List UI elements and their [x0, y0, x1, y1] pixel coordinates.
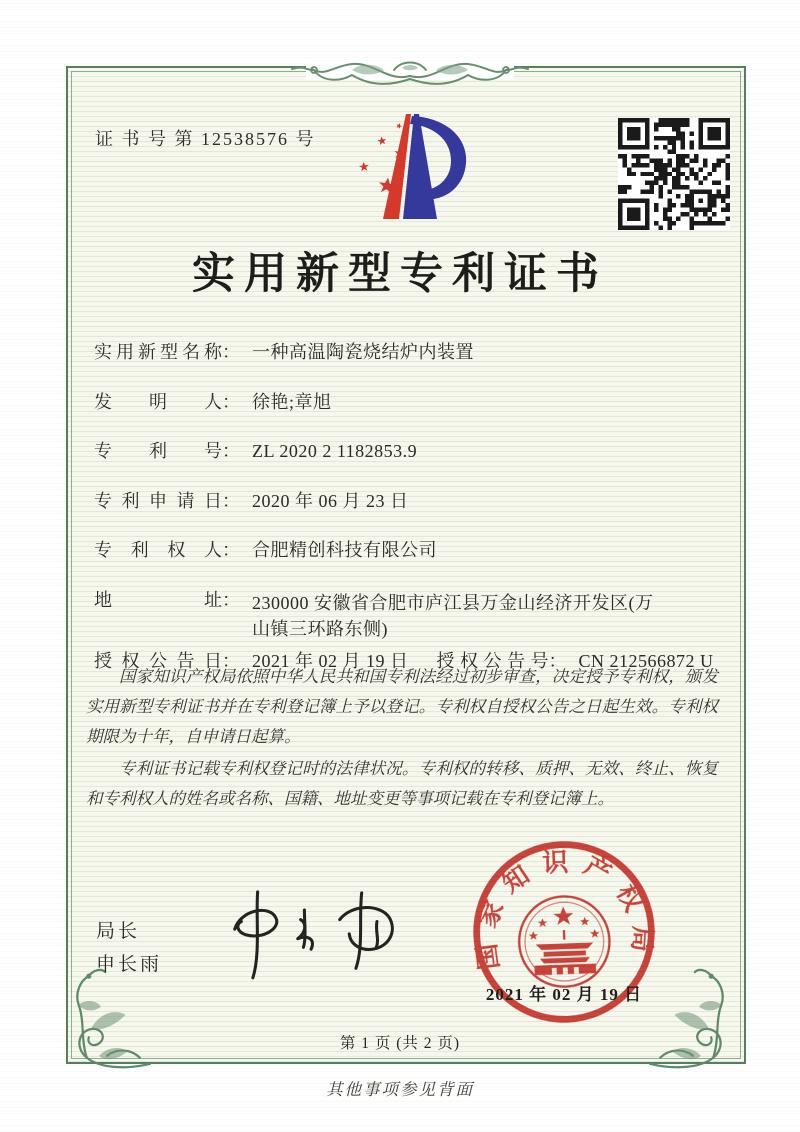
legal-paragraph-1: 国家知识产权局依照中华人民共和国专利法经过初步审查，决定授予专利权，颁发实用新型专利证书并在专利登记簿上予以登记。专利权自授权公告之日起生效。专利权期限为十年，自申请日起算。 — [86, 667, 718, 747]
certificate-fields — [94, 342, 744, 700]
back-side-note: 其他事项参见背面 — [326, 1080, 474, 1099]
legal-paragraphs — [86, 662, 718, 816]
seal-national-emblem — [518, 895, 611, 988]
field-row-inventor: 发明人： 徐艳;章旭 — [94, 391, 332, 412]
border-bottom-right-flourish-icon — [648, 968, 754, 1074]
page-number: 第 1 页 (共 2 页) — [339, 1035, 461, 1052]
qr-code — [618, 118, 730, 230]
signature-icon — [208, 878, 418, 986]
field-row-filing-date: 专利申请日： 2020 年 06 月 23 日 — [94, 490, 409, 511]
seal-date: 2021 年 02 月 19 日 — [485, 985, 643, 1004]
field-row-address: 地址： 230000 安徽省合肥市庐江县万金山经济开发区(万山镇三环路东侧) — [94, 589, 654, 640]
field-grant-number: 授权公告号： CN 212566872 U — [436, 650, 714, 671]
border-top-ornament-icon — [290, 40, 530, 96]
cnipa-logo-icon — [342, 110, 482, 236]
legal-paragraph-2: 专利证书记载专利权登记时的法律状况。专利权的转移、质押、无效、终止、恢复和专利权人的姓名或名称、国籍、地址变更等事项记载在专利登记簿上。 — [86, 759, 718, 809]
field-row-patentee: 专利权人： 合肥精创科技有限公司 — [94, 540, 437, 560]
signer-name: 申长雨 — [96, 954, 163, 975]
certificate-title: 实用新型专利证书 — [192, 251, 608, 298]
field-row-invention-name: 实用新型名称： 一种高温陶瓷烧结炉内装置 — [94, 342, 474, 362]
border-bottom-left-flourish-icon — [46, 968, 152, 1074]
field-grant-date: 授权公告日： 2021 年 02 月 19 日 — [94, 650, 409, 671]
field-row-patent-number: 专利号： ZL 2020 2 1182853.9 — [94, 441, 418, 461]
certificate-number: 证 书 号 第 12538576 号 — [95, 129, 316, 149]
seal-gate — [533, 929, 596, 975]
signer-title: 局长 — [96, 921, 141, 942]
seal-text: 国家知识产权局 — [470, 847, 658, 972]
